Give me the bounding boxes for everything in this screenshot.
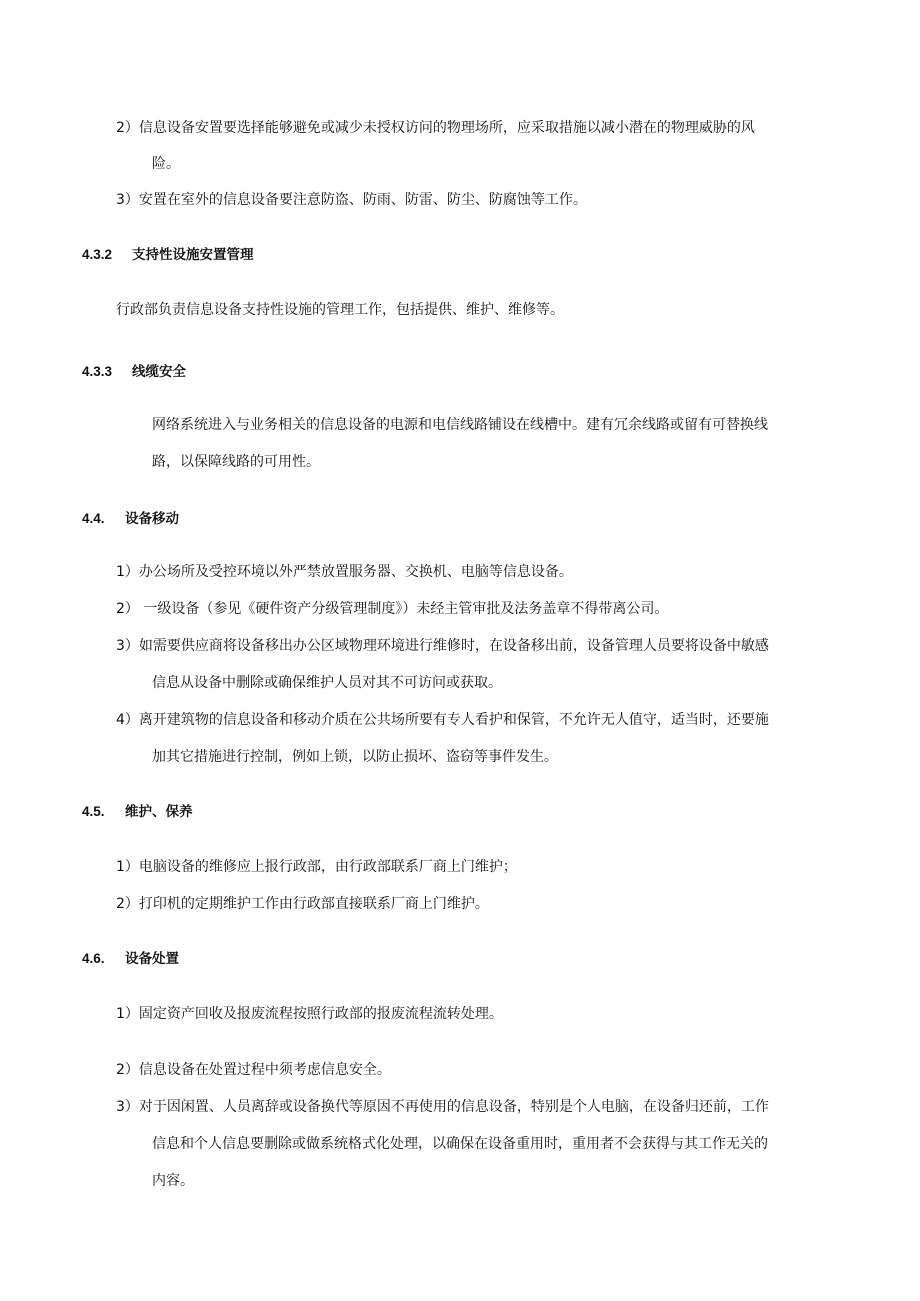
heading-title: 线缆安全 xyxy=(132,364,186,379)
list-item-4-6-2: 2）信息设备在处置过程中须考虑信息安全。 xyxy=(116,1062,391,1078)
heading-4-5 xyxy=(82,803,193,821)
heading-number: 4.4. xyxy=(82,511,105,526)
list-item-4-6-3-line1: 3）对于因闲置、人员离辞或设备换代等原因不再使用的信息设备，特别是个人电脑，在设备归还前，工作 xyxy=(116,1099,769,1115)
heading-title: 设备移动 xyxy=(125,511,179,526)
list-item-4-6-3-line3: 内容。 xyxy=(152,1173,194,1189)
paragraph-4-3-3-line1: 网络系统进入与业务相关的信息设备的电源和电信线路铺设在线槽中。建有冗余线路或留有可替换线 xyxy=(152,417,768,433)
list-item-4-5-1: 1）电脑设备的维修应上报行政部，由行政部联系厂商上门维护； xyxy=(116,859,517,875)
list-item-4-4-4-line2: 加其它措施进行控制，例如上锁，以防止损坏、盗窃等事件发生。 xyxy=(152,749,558,765)
heading-4-3-2 xyxy=(82,246,254,264)
list-item-2-placement-line1: 2）信息设备安置要选择能够避免或减少未授权访问的物理场所，应采取措施以减小潜在的物理威胁的风 xyxy=(116,120,755,136)
list-item-2-placement-line2: 险。 xyxy=(152,156,180,172)
list-item-4-5-2: 2）打印机的定期维护工作由行政部直接联系厂商上门维护。 xyxy=(116,896,489,912)
heading-title: 维护、保养 xyxy=(125,804,193,819)
heading-title: 设备处置 xyxy=(125,951,179,966)
paragraph-4-3-2: 行政部负责信息设备支持性设施的管理工作，包括提供、维护、维修等。 xyxy=(116,302,564,318)
list-item-4-6-1: 1）固定资产回收及报废流程按照行政部的报废流程流转处理。 xyxy=(116,1006,503,1022)
heading-4-4 xyxy=(82,510,179,528)
list-item-4-4-3-line1: 3）如需要供应商将设备移出办公区域物理环境进行维修时，在设备移出前，设备管理人员要将设备中敏感 xyxy=(116,638,769,654)
list-item-4-4-3-line2: 信息从设备中删除或确保维护人员对其不可访问或获取。 xyxy=(152,675,502,691)
paragraph-4-3-3-line2: 路，以保障线路的可用性。 xyxy=(152,454,320,470)
heading-number: 4.6. xyxy=(82,951,105,966)
list-item-4-6-3-line2: 信息和个人信息要删除或做系统格式化处理，以确保在设备重用时，重用者不会获得与其工作无关的 xyxy=(152,1136,768,1152)
heading-number: 4.3.3 xyxy=(82,364,113,379)
heading-4-3-3 xyxy=(82,363,186,381)
list-item-4-4-1: 1）办公场所及受控环境以外严禁放置服务器、交换机、电脑等信息设备。 xyxy=(116,564,573,580)
heading-4-6 xyxy=(82,950,179,968)
list-item-3-outdoor: 3）安置在室外的信息设备要注意防盗、防雨、防雷、防尘、防腐蚀等工作。 xyxy=(116,192,587,208)
heading-number: 4.3.2 xyxy=(82,247,113,262)
list-item-4-4-2: 2） 一级设备（参见《硬件资产分级管理制度》）未经主管审批及法务盖章不得带离公司。 xyxy=(116,601,669,617)
heading-title: 支持性设施安置管理 xyxy=(132,247,254,262)
heading-number: 4.5. xyxy=(82,804,105,819)
list-item-4-4-4-line1: 4）离开建筑物的信息设备和移动介质在公共场所要有专人看护和保管，不允许无人值守，适当时，还要施 xyxy=(116,712,769,728)
